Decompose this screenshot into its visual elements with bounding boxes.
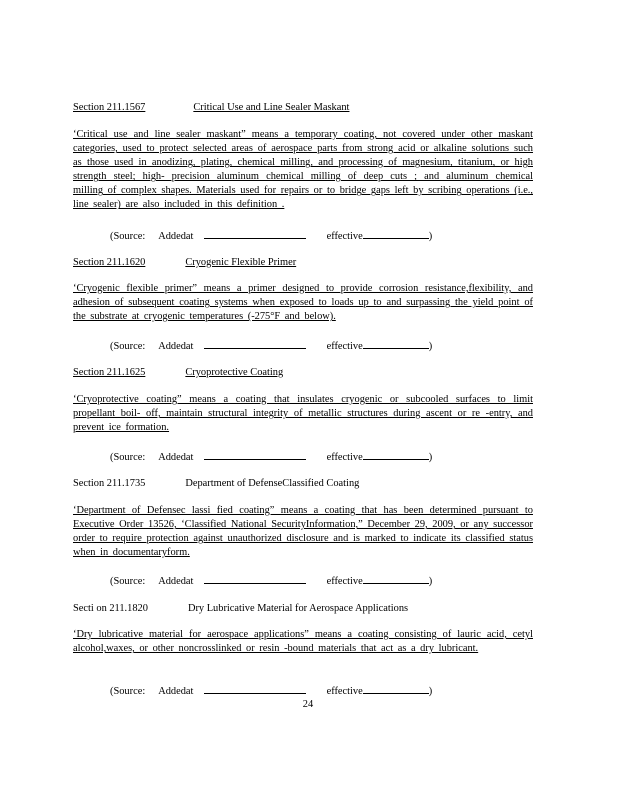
- section-title: Cryoprotective Coating: [185, 367, 284, 378]
- section-number: Secti on 211.1820: [73, 603, 148, 614]
- section-title: Cryogenic Flexible Primer: [185, 257, 297, 268]
- effective-blank[interactable]: [363, 684, 429, 694]
- section-heading: [73, 256, 533, 269]
- section-number: Section 211.1567: [73, 102, 146, 113]
- added-at-blank[interactable]: [204, 574, 306, 584]
- effective-blank[interactable]: [363, 574, 429, 584]
- section-heading: [73, 602, 533, 615]
- section-definition: ‘Dry lubricative material for aerospace applications” means a coating consisting of lauric acid, cetyl alcohol,waxes, or other noncrosslinked or resin -bound materials that act as a dry lubricant.: [73, 629, 533, 655]
- effective-blank[interactable]: [363, 339, 429, 349]
- section-number: Section 211.1625: [73, 367, 146, 378]
- effective-blank[interactable]: [363, 229, 429, 239]
- section-number: Section 211.1620: [73, 257, 146, 268]
- added-at-blank[interactable]: [204, 450, 306, 460]
- added-at-blank[interactable]: [204, 339, 306, 349]
- section-heading: [73, 366, 533, 379]
- effective-blank[interactable]: [363, 450, 429, 460]
- added-at-blank[interactable]: [204, 229, 306, 239]
- source-line: (Source: Addedat effective ): [110, 452, 433, 463]
- section-title: Critical Use and Line Sealer Maskant: [193, 102, 350, 113]
- section-definition: ‘Cryogenic flexible primer” means a primer designed to provide corrosion resistance,flexibility, and adhesion of subsequent coating systems when exposed to loads up to and surpassing the yield point of the substrate at cryogenic temperatures (-275°F and below).: [73, 283, 533, 323]
- section-heading: [73, 101, 533, 114]
- source-line: (Source: Addedat effective ): [110, 576, 433, 587]
- section-definition: ‘Department of Defensec lassi fied coating” means a coating that has been determined pursuant to Executive Order 13526, ‘Classified National SecurityInformation,” December 29, 2009, or any successor order to require protection against unauthorized disclosure and is marked to indicate its classified status when in documentaryform.: [73, 505, 533, 559]
- section-definition: ‘Critical use and line sealer maskant” means a temporary coating, not covered under other maskant categories, used to protect selected areas of aerospace parts from strong acid or alkaline solutions such as those used in anodizing, plating, chemical milling, and processing of magnesium, titanium, or high strength steel; high- precision aluminum chemical milling of deep cuts ; and aluminum chemical milling of complex shapes. Materials used for repairs or to bridge gaps left by scribing operations (i.e., line sealer) are also included in this definition .: [73, 129, 533, 211]
- section-title: Department of DefenseClassified Coating: [185, 478, 360, 489]
- source-line: (Source: Addedat effective ): [110, 341, 433, 352]
- page-number: 24: [302, 699, 314, 710]
- added-at-blank[interactable]: [204, 684, 306, 694]
- section-title: Dry Lubricative Material for Aerospace Applications: [187, 603, 409, 614]
- section-number: Section 211.1735: [73, 478, 146, 489]
- section-heading: [73, 477, 533, 490]
- source-line: (Source: Addedat effective ): [110, 686, 433, 697]
- source-line: (Source: Addedat effective ): [110, 231, 433, 242]
- section-definition: ‘Cryoprotective coating” means a coating that insulates cryogenic or subcooled surfaces to limit propellant boil- off, maintain structural integrity of metallic structures during ascent or re -entry, and prevent ice formation.: [73, 394, 533, 434]
